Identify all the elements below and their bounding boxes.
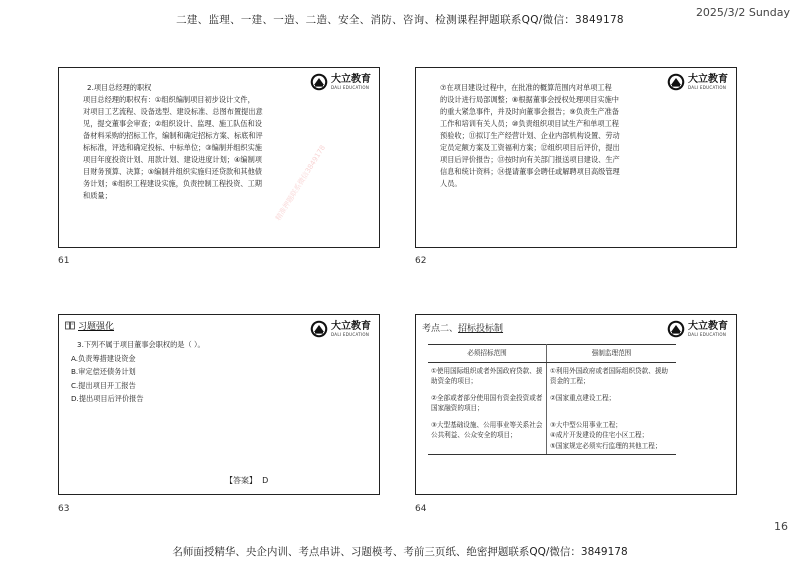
answer [225, 475, 268, 486]
table-cell: ②全部或者部分使用国有资金投资或者国家融资的项目； [428, 390, 547, 417]
text-line: 和质量； [83, 191, 112, 200]
option-a: A.负责筹措建设资金 [71, 353, 136, 363]
text-line: 标标准，评选和确定投标、中标单位；③编制并组织实施 [83, 143, 262, 152]
logo-en: DALI EDUCATION [331, 331, 370, 337]
option-c: C.提出项目开工报告 [71, 380, 136, 390]
text-line: 项目后评价报告；⑬按时向有关部门报送项目建设、生产 [440, 155, 620, 164]
slide-61-title: 2.项目总经理的职权 [87, 83, 152, 92]
exercise-heading [65, 319, 114, 332]
text-line: 目财务预算、决算；⑤编制并组织实施归还贷款和其他债 [83, 167, 262, 176]
text-line: 备材料采购的招标工作，编制和确定招标方案、标底和评 [83, 131, 263, 140]
text-line: 项目年度投资计划、用款计划、建设进度计划；④编制项 [83, 155, 262, 164]
watermark: 精准押题联系微信3849178 [274, 143, 328, 223]
text-line: 工作和培训有关人员；⑩负责组织项目试生产和单项工程 [440, 119, 619, 128]
footer-banner: 名师面授精华、央企内训、考点串讲、习题模考、考前三页纸、绝密押题联系QQ/微信：3849178 [172, 546, 628, 558]
book-icon [65, 321, 75, 330]
text-line: 项目总经理的职权有：①组织编制项目初步设计文件， [83, 95, 255, 104]
topic-title: 招标投标制 [458, 324, 504, 334]
table-header: 强制监理范围 [547, 345, 677, 363]
logo-en: DALI EDUCATION [688, 331, 727, 337]
answer-label: 【答案】 [225, 476, 257, 485]
logo-en: DALI EDUCATION [688, 84, 727, 90]
slide-number: 61 [58, 256, 70, 266]
dali-logo [310, 73, 371, 91]
text-line: 对项目工艺流程、设备选型、建设标准、总图布置提出意 [83, 107, 263, 116]
dali-logo [667, 320, 728, 338]
logo-cn: 大立教育 [331, 73, 371, 85]
text-line: ⑦在项目建设过程中，在批准的概算范围内对单项工程 [440, 83, 612, 92]
logo-cn: 大立教育 [688, 73, 728, 85]
table-cell: ②国家重点建设工程； [550, 393, 616, 402]
text-line: 定员定额方案及工资福利方案；⑫组织项目后评价，提出 [440, 143, 620, 152]
page-number: 16 [774, 520, 788, 533]
header-banner: 二建、监理、一建、一造、二造、安全、消防、咨询、检测课程押题联系QQ/微信：3849178 [176, 14, 624, 26]
dali-logo [667, 73, 728, 91]
text-line: 预验收；⑪拟订生产经营计划、企业内部机构设置、劳动 [440, 131, 620, 140]
text-line: 见，提交董事会审查；②组织设计、监理、施工队伍和设 [83, 119, 262, 128]
dali-logo [310, 320, 371, 338]
text-line: 的设计进行局部调整；⑧根据董事会授权处理项目实施中 [440, 95, 619, 104]
slide-number: 62 [415, 256, 427, 266]
question-stem: 3.下列不属于项目董事会职权的是（ ）。 [77, 340, 205, 349]
answer-value: D [262, 476, 269, 485]
slide-63 [58, 314, 380, 495]
table-row [428, 362, 676, 390]
slide-62-text [440, 82, 666, 190]
text-line: 信息和统计资料；⑭提请董事会聘任或解聘项目高级管理 [440, 167, 620, 176]
table-row [428, 390, 676, 417]
table-cell: ③大中型公用事业工程； ④成片开发建设的住宅小区工程； ⑤国家规定必须实行监理的其他工程； [547, 417, 677, 455]
logo-en: DALI EDUCATION [331, 84, 370, 90]
scope-table [428, 344, 676, 455]
exercise-title: 习题强化 [78, 322, 115, 332]
slide-61-text [83, 82, 303, 202]
slide-number: 63 [58, 504, 70, 514]
slide-64 [415, 314, 737, 495]
slide-number: 64 [415, 504, 427, 514]
date-stamp: 2025/3/2 Sunday [695, 6, 790, 19]
dali-emblem-icon [667, 320, 685, 338]
topic-prefix: 考点二、 [422, 324, 459, 334]
slide-61 [58, 67, 380, 248]
question-block [71, 338, 205, 406]
dali-emblem-icon [310, 320, 328, 338]
text-line: 务计划；⑥组织工程建设实施，负责控制工程投资、工期 [83, 179, 262, 188]
logo-cn: 大立教育 [331, 320, 371, 332]
table-row [428, 417, 676, 455]
table-header: 必须招标范围 [428, 345, 547, 363]
table-cell: ③大型基础设施、公用事业等关系社会公共利益、公众安全的项目； [428, 417, 547, 455]
dali-emblem-icon [310, 73, 328, 91]
table-cell: ①使用国际组织或者外国政府贷款、援助资金的项目； [428, 362, 547, 390]
logo-cn: 大立教育 [688, 320, 728, 332]
topic-heading [422, 321, 503, 334]
option-b: B.审定偿还债务计划 [71, 367, 136, 377]
option-d: D.提出项目后评价报告 [71, 394, 144, 404]
table-cell: ①利用外国政府或者国际组织贷款、援助资金的工程； [550, 366, 669, 385]
text-line: 的重大紧急事件，并及时向董事会报告；⑨负责生产准备 [440, 107, 619, 116]
text-line: 人员。 [440, 179, 462, 188]
dali-emblem-icon [667, 73, 685, 91]
slide-62 [415, 67, 737, 248]
